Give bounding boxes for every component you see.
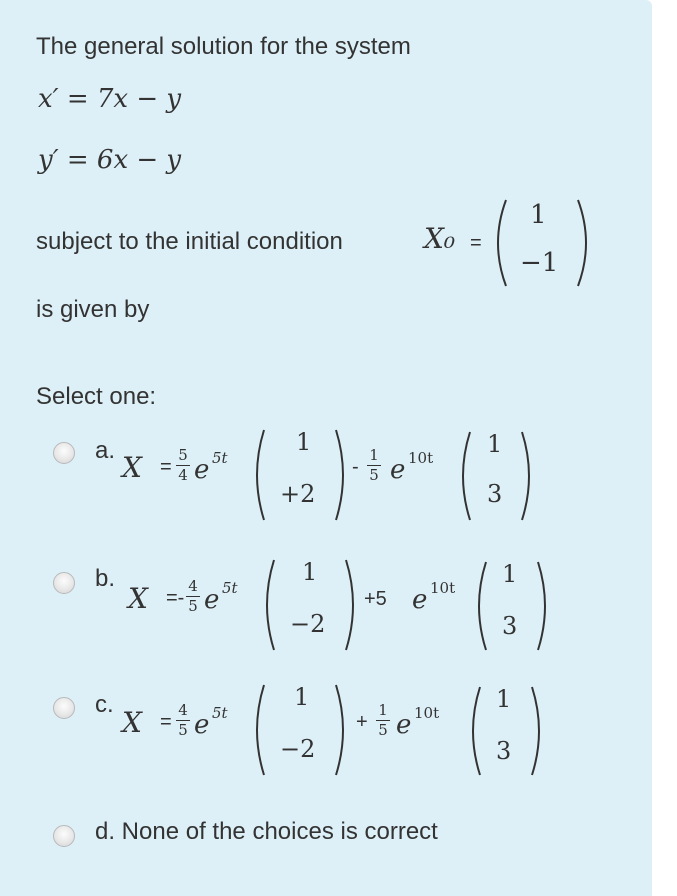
option-b-exp2-power: 10t (430, 579, 456, 597)
option-a-c2-num: 1 (369, 446, 379, 464)
option-b-var: X (128, 582, 148, 615)
option-c-eq: = (160, 711, 172, 733)
option-a-op: - (352, 456, 359, 478)
option-b-radio[interactable] (53, 572, 75, 594)
question-intro: The general solution for the system (36, 33, 411, 60)
equation-1: x′ = 7x − y (38, 84, 182, 114)
option-c-c1-den: 5 (178, 721, 188, 739)
initial-condition-var: X₀ (424, 222, 456, 255)
option-a-c2-den: 5 (369, 466, 379, 484)
option-c-vec1-bottom: −2 (280, 735, 316, 763)
initial-condition-label: subject to the initial condition (36, 228, 343, 255)
option-b-c1-num: 4 (188, 577, 198, 595)
select-one-label: Select one: (36, 383, 157, 410)
equation-2: y′ = 6x − y (38, 145, 182, 175)
option-b-exp1-power: 5t (222, 579, 238, 597)
option-a-c1-den: 4 (178, 466, 188, 484)
option-b-eq: =- (166, 587, 185, 609)
option-b-op: +5 (364, 588, 387, 610)
option-a-vec2-top: 1 (487, 430, 503, 458)
option-b-exp1: e (204, 585, 220, 615)
equals-sign: = (470, 232, 482, 254)
option-c-exp1: e (194, 710, 210, 740)
option-b-c1-den: 5 (188, 597, 198, 615)
option-a-vec1-top: 1 (296, 428, 312, 456)
option-a-vec2-bottom: 3 (487, 480, 503, 508)
option-a-exp2: e (390, 455, 406, 485)
option-c-exp2: e (396, 710, 412, 740)
option-a-exp1: e (194, 455, 210, 485)
option-b-exp2: e (412, 585, 428, 615)
option-a-radio[interactable] (53, 442, 75, 464)
option-a-letter: a. (95, 437, 116, 464)
option-d-label: d. None of the choices is correct (95, 818, 438, 845)
option-c-c2-den: 5 (378, 721, 388, 739)
option-a-vec1-bottom: +2 (280, 480, 316, 508)
initial-vector-top: 1 (530, 200, 547, 230)
option-b-vec1-top: 1 (302, 558, 318, 586)
option-a-exp2-power: 10t (408, 449, 434, 467)
option-c-exp2-power: 10t (414, 704, 440, 722)
option-c-op: + (356, 711, 368, 733)
option-a-eq: = (160, 456, 172, 478)
option-b-vec2-bottom: 3 (502, 612, 518, 640)
option-c-c1-num: 4 (178, 701, 188, 719)
option-b-vec2-top: 1 (502, 560, 518, 588)
option-c-vec2-bottom: 3 (496, 737, 512, 765)
option-c-var: X (122, 706, 142, 739)
question-given-by: is given by (36, 296, 150, 323)
option-c-exp1-power: 5t (212, 704, 228, 722)
option-b-letter: b. (95, 565, 116, 592)
option-c-c2-num: 1 (378, 701, 388, 719)
option-c-radio[interactable] (53, 697, 75, 719)
option-a-c1-num: 5 (178, 446, 188, 464)
option-b-vec1-bottom: −2 (290, 610, 326, 638)
option-c-letter: c. (95, 691, 114, 718)
option-a-var: X (122, 451, 142, 484)
initial-vector-bottom: −1 (520, 248, 559, 278)
option-c-vec2-top: 1 (496, 685, 512, 713)
option-c-vec1-top: 1 (294, 683, 310, 711)
option-a-exp1-power: 5t (212, 449, 228, 467)
option-d-radio[interactable] (53, 825, 75, 847)
